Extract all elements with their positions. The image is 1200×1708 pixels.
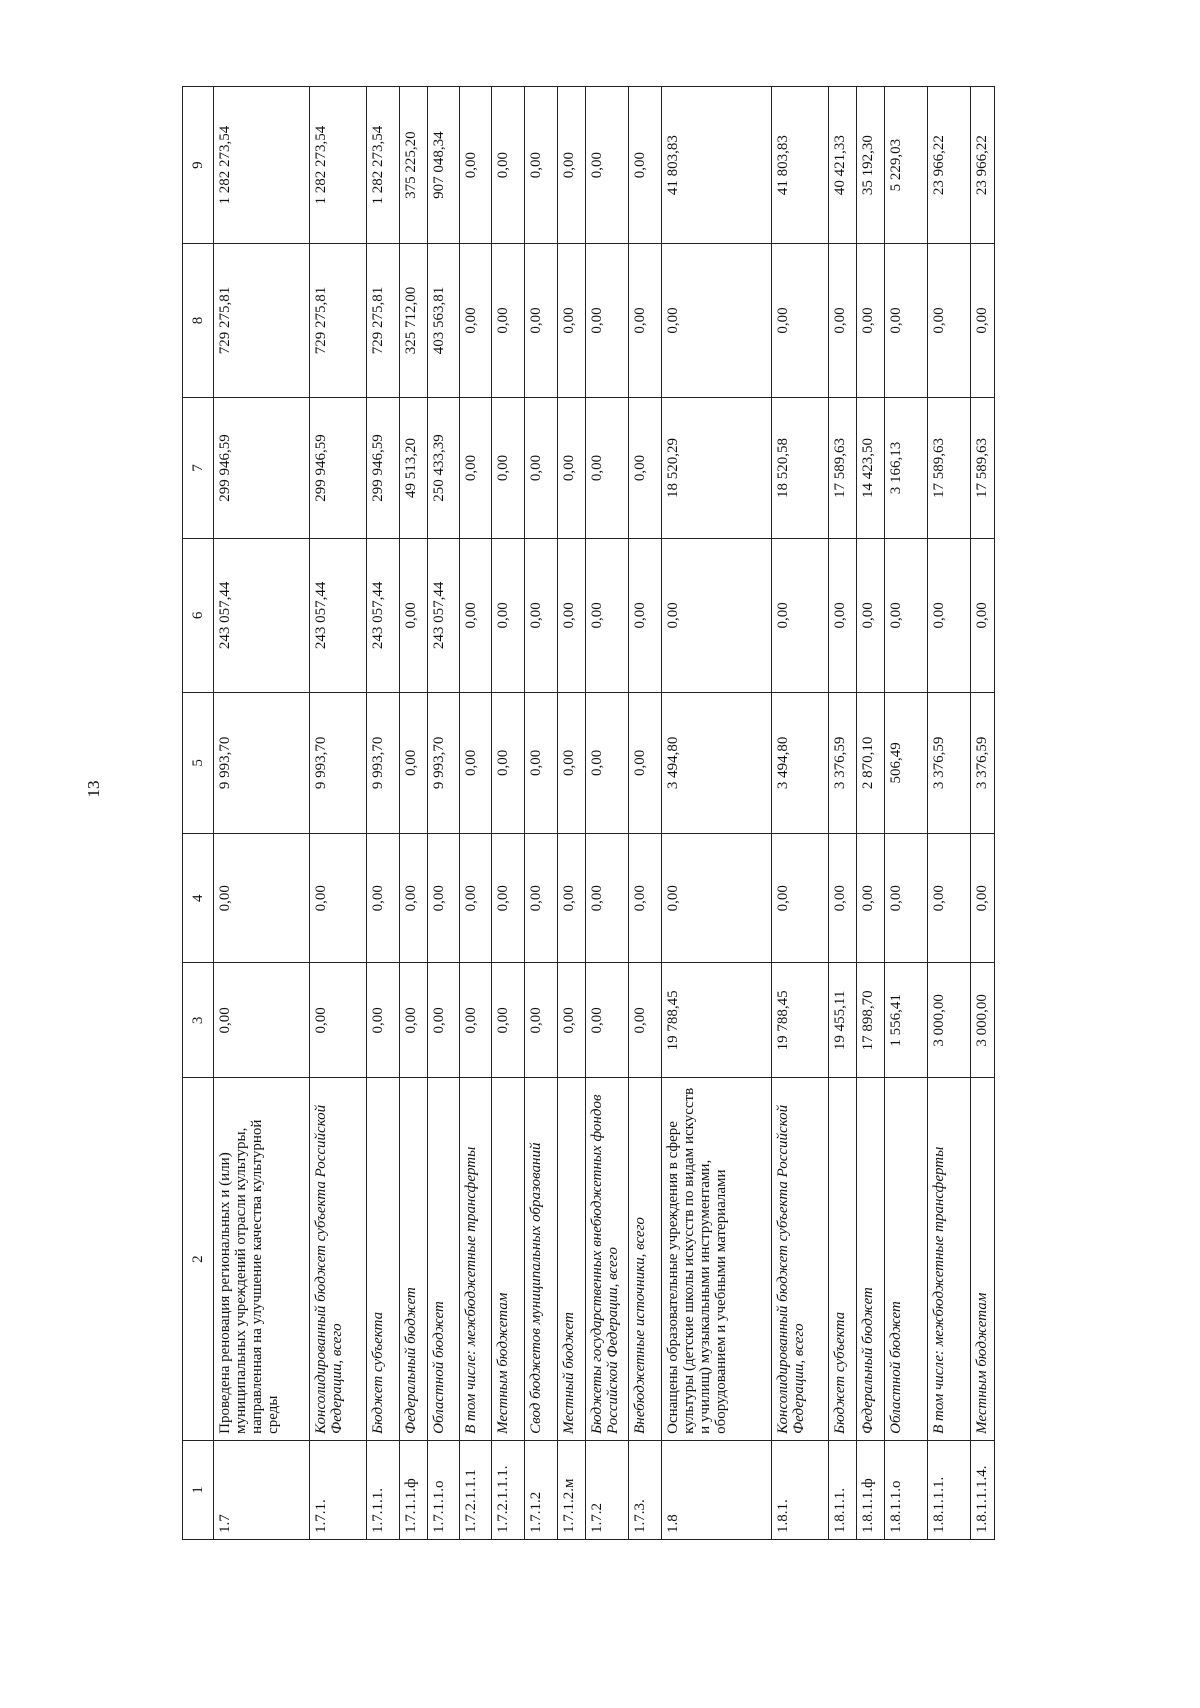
value-cell: 0,00 [428, 834, 460, 963]
value-cell: 0,00 [558, 397, 586, 538]
header-row [183, 87, 214, 1540]
row-label: Бюджет субъекта [367, 1078, 400, 1441]
value-cell: 2 870,10 [857, 692, 885, 833]
row-code: 1.7.1. [310, 1440, 367, 1539]
value-cell: 0,00 [772, 244, 829, 398]
table-row [214, 87, 310, 1540]
value-cell: 0,00 [460, 397, 492, 538]
row-label: В том числе: межбюджетные трансферты [460, 1078, 492, 1441]
value-cell: 0,00 [525, 539, 558, 693]
value-cell: 0,00 [857, 834, 885, 963]
value-cell: 0,00 [928, 834, 971, 963]
value-cell: 0,00 [400, 539, 428, 693]
value-cell: 0,00 [629, 539, 662, 693]
value-cell: 0,00 [629, 87, 662, 244]
value-cell: 0,00 [558, 87, 586, 244]
value-cell: 0,00 [772, 834, 829, 963]
row-label: Консолидированный бюджет субъекта Российской Федерации, всего [310, 1078, 367, 1441]
value-cell: 3 166,13 [885, 397, 928, 538]
value-cell: 0,00 [885, 244, 928, 398]
value-cell: 9 993,70 [367, 692, 400, 833]
row-code: 1.7.1.1. [367, 1440, 400, 1539]
value-cell: 3 494,80 [662, 692, 772, 833]
table-row [586, 87, 629, 1540]
value-cell: 0,00 [885, 539, 928, 693]
value-cell: 0,00 [971, 539, 995, 693]
value-cell: 0,00 [214, 963, 310, 1078]
value-cell: 3 376,59 [971, 692, 995, 833]
value-cell: 9 993,70 [310, 692, 367, 833]
table-row [971, 87, 995, 1540]
column-header: 5 [183, 692, 214, 833]
row-code: 1.7.1.2.м [558, 1440, 586, 1539]
column-header: 3 [183, 963, 214, 1078]
value-cell: 1 282 273,54 [367, 87, 400, 244]
value-cell: 0,00 [460, 834, 492, 963]
row-code: 1.7.1.2 [525, 1440, 558, 1539]
row-label: Внебюджетные источники, всего [629, 1078, 662, 1441]
value-cell: 0,00 [492, 397, 525, 538]
value-cell: 0,00 [829, 834, 857, 963]
row-code: 1.8.1.1. [829, 1440, 857, 1539]
value-cell: 0,00 [525, 692, 558, 833]
table-row [400, 87, 428, 1540]
column-header: 9 [183, 87, 214, 244]
column-header: 6 [183, 539, 214, 693]
value-cell: 35 192,30 [857, 87, 885, 244]
row-label: Местным бюджетам [971, 1078, 995, 1441]
column-header: 2 [183, 1078, 214, 1441]
row-label: Свод бюджетов муниципальных образований [525, 1078, 558, 1441]
value-cell: 325 712,00 [400, 244, 428, 398]
row-label: Бюджеты государственных внебюджетных фондов Российской Федерации, всего [586, 1078, 629, 1441]
value-cell: 0,00 [662, 244, 772, 398]
budget-table [182, 86, 995, 1540]
value-cell: 0,00 [629, 244, 662, 398]
row-code: 1.8 [662, 1440, 772, 1539]
value-cell: 0,00 [662, 539, 772, 693]
value-cell: 403 563,81 [428, 244, 460, 398]
value-cell: 3 376,59 [928, 692, 971, 833]
table-row [310, 87, 367, 1540]
row-code: 1.8.1.1.о [885, 1440, 928, 1539]
table-row [928, 87, 971, 1540]
value-cell: 1 282 273,54 [310, 87, 367, 244]
value-cell: 0,00 [525, 963, 558, 1078]
row-code: 1.8.1. [772, 1440, 829, 1539]
value-cell: 0,00 [460, 963, 492, 1078]
value-cell: 0,00 [400, 692, 428, 833]
value-cell: 0,00 [525, 87, 558, 244]
row-label: Бюджет субъекта [829, 1078, 857, 1441]
value-cell: 729 275,81 [214, 244, 310, 398]
table-row [629, 87, 662, 1540]
table-row [428, 87, 460, 1540]
table-row [558, 87, 586, 1540]
value-cell: 0,00 [558, 692, 586, 833]
value-cell: 0,00 [586, 539, 629, 693]
value-cell: 0,00 [558, 244, 586, 398]
value-cell: 0,00 [492, 244, 525, 398]
value-cell: 0,00 [772, 539, 829, 693]
table-row [492, 87, 525, 1540]
column-header: 8 [183, 244, 214, 398]
value-cell: 0,00 [525, 397, 558, 538]
value-cell: 0,00 [857, 539, 885, 693]
table-row [772, 87, 829, 1540]
value-cell: 729 275,81 [310, 244, 367, 398]
value-cell: 18 520,29 [662, 397, 772, 538]
value-cell: 729 275,81 [367, 244, 400, 398]
value-cell: 0,00 [460, 539, 492, 693]
value-cell: 0,00 [460, 692, 492, 833]
value-cell: 907 048,34 [428, 87, 460, 244]
row-label: Проведена реновация региональных и (или) муниципальных учреждений отрасли культуры, направленная на улучшение качества культурной среды [214, 1078, 310, 1441]
value-cell: 0,00 [586, 692, 629, 833]
row-code: 1.7.2.1.1.1 [460, 1440, 492, 1539]
value-cell: 0,00 [885, 834, 928, 963]
table-row [460, 87, 492, 1540]
value-cell: 0,00 [586, 963, 629, 1078]
value-cell: 0,00 [629, 692, 662, 833]
value-cell: 0,00 [492, 539, 525, 693]
value-cell: 0,00 [367, 834, 400, 963]
value-cell: 0,00 [400, 963, 428, 1078]
value-cell: 23 966,22 [928, 87, 971, 244]
value-cell: 0,00 [829, 539, 857, 693]
row-code: 1.8.1.1.1.4. [971, 1440, 995, 1539]
value-cell: 3 376,59 [829, 692, 857, 833]
value-cell: 0,00 [629, 963, 662, 1078]
value-cell: 1 556,41 [885, 963, 928, 1078]
value-cell: 0,00 [310, 834, 367, 963]
value-cell: 17 589,63 [928, 397, 971, 538]
value-cell: 3 494,80 [772, 692, 829, 833]
value-cell: 5 229,03 [885, 87, 928, 244]
value-cell: 0,00 [367, 963, 400, 1078]
value-cell: 0,00 [586, 834, 629, 963]
value-cell: 0,00 [928, 539, 971, 693]
row-label: Федеральный бюджет [400, 1078, 428, 1441]
value-cell: 0,00 [492, 692, 525, 833]
value-cell: 299 946,59 [367, 397, 400, 538]
rotated-table-container [182, 86, 1072, 1540]
value-cell: 299 946,59 [214, 397, 310, 538]
value-cell: 0,00 [586, 397, 629, 538]
value-cell: 243 057,44 [428, 539, 460, 693]
value-cell: 0,00 [525, 244, 558, 398]
value-cell: 40 421,33 [829, 87, 857, 244]
row-code: 1.7.1.1.о [428, 1440, 460, 1539]
value-cell: 19 455,11 [829, 963, 857, 1078]
table-row [857, 87, 885, 1540]
column-header: 4 [183, 834, 214, 963]
table-row [367, 87, 400, 1540]
page-number: 13 [84, 780, 103, 798]
value-cell: 243 057,44 [214, 539, 310, 693]
value-cell: 14 423,50 [857, 397, 885, 538]
row-code: 1.8.1.1.1. [928, 1440, 971, 1539]
row-code: 1.7.2 [586, 1440, 629, 1539]
table-row [662, 87, 772, 1540]
row-code: 1.7.2.1.1.1. [492, 1440, 525, 1539]
value-cell: 0,00 [971, 834, 995, 963]
value-cell: 3 000,00 [971, 963, 995, 1078]
row-label: Местным бюджетам [492, 1078, 525, 1441]
table-row [525, 87, 558, 1540]
table-row [885, 87, 928, 1540]
value-cell: 250 433,39 [428, 397, 460, 538]
value-cell: 49 513,20 [400, 397, 428, 538]
value-cell: 0,00 [400, 834, 428, 963]
value-cell: 9 993,70 [428, 692, 460, 833]
value-cell: 18 520,58 [772, 397, 829, 538]
value-cell: 41 803,83 [772, 87, 829, 244]
row-label: Федеральный бюджет [857, 1078, 885, 1441]
value-cell: 1 282 273,54 [214, 87, 310, 244]
value-cell: 17 589,63 [971, 397, 995, 538]
row-code: 1.8.1.1.ф [857, 1440, 885, 1539]
value-cell: 0,00 [558, 834, 586, 963]
value-cell: 0,00 [460, 87, 492, 244]
value-cell: 0,00 [492, 87, 525, 244]
value-cell: 0,00 [629, 834, 662, 963]
value-cell: 375 225,20 [400, 87, 428, 244]
value-cell: 0,00 [310, 963, 367, 1078]
value-cell: 243 057,44 [367, 539, 400, 693]
value-cell: 0,00 [971, 244, 995, 398]
value-cell: 23 966,22 [971, 87, 995, 244]
row-code: 1.7 [214, 1440, 310, 1539]
value-cell: 506,49 [885, 692, 928, 833]
row-label: Областной бюджет [885, 1078, 928, 1441]
value-cell: 0,00 [629, 397, 662, 538]
value-cell: 0,00 [460, 244, 492, 398]
row-label: В том числе: межбюджетные трансферты [928, 1078, 971, 1441]
value-cell: 17 898,70 [857, 963, 885, 1078]
value-cell: 0,00 [586, 244, 629, 398]
value-cell: 0,00 [662, 834, 772, 963]
row-label: Оснащены образовательные учреждения в сфере культуры (детские школы искусств по видам искусств и училищ) музыкальными инструментами, оборудованием и учебными материалами [662, 1078, 772, 1441]
value-cell: 19 788,45 [772, 963, 829, 1078]
table-row [829, 87, 857, 1540]
value-cell: 19 788,45 [662, 963, 772, 1078]
row-label: Областной бюджет [428, 1078, 460, 1441]
value-cell: 0,00 [558, 963, 586, 1078]
column-header: 7 [183, 397, 214, 538]
value-cell: 0,00 [492, 834, 525, 963]
value-cell: 0,00 [428, 963, 460, 1078]
value-cell: 243 057,44 [310, 539, 367, 693]
value-cell: 9 993,70 [214, 692, 310, 833]
value-cell: 0,00 [558, 539, 586, 693]
value-cell: 0,00 [525, 834, 558, 963]
row-code: 1.7.3. [629, 1440, 662, 1539]
column-header: 1 [183, 1440, 214, 1539]
value-cell: 0,00 [586, 87, 629, 244]
value-cell: 0,00 [928, 244, 971, 398]
row-label: Местный бюджет [558, 1078, 586, 1441]
value-cell: 3 000,00 [928, 963, 971, 1078]
value-cell: 0,00 [214, 834, 310, 963]
row-label: Консолидированный бюджет субъекта Российской Федерации, всего [772, 1078, 829, 1441]
value-cell: 17 589,63 [829, 397, 857, 538]
value-cell: 41 803,83 [662, 87, 772, 244]
value-cell: 0,00 [492, 963, 525, 1078]
value-cell: 0,00 [829, 244, 857, 398]
value-cell: 299 946,59 [310, 397, 367, 538]
row-code: 1.7.1.1.ф [400, 1440, 428, 1539]
value-cell: 0,00 [857, 244, 885, 398]
